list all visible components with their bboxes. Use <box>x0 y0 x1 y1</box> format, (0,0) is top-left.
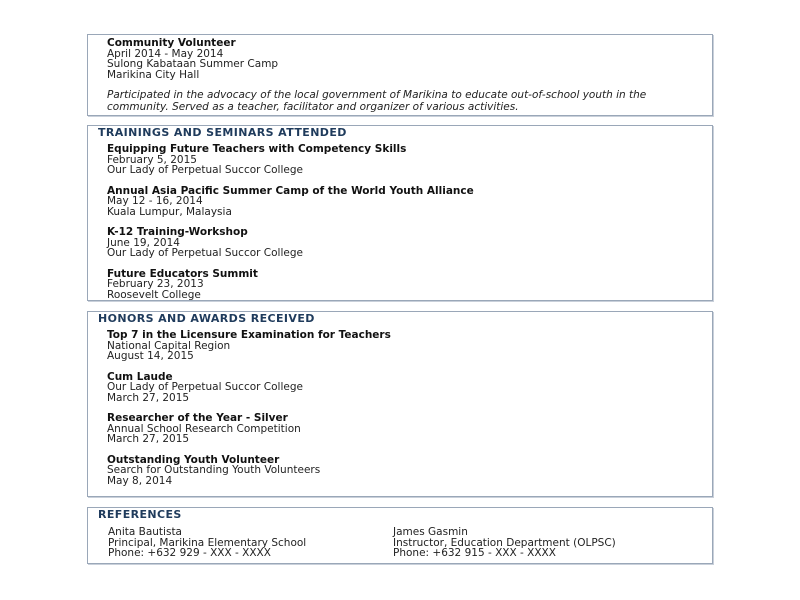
training-date: June 19, 2014 <box>107 236 180 249</box>
honor-detail: National Capital Region <box>107 339 231 352</box>
honors-heading: HONORS AND AWARDS RECEIVED <box>98 312 315 325</box>
honor-title: Outstanding Youth Volunteer <box>107 453 280 466</box>
reference-item <box>393 527 678 559</box>
honors-section <box>87 311 713 497</box>
training-place: Our Lady of Perpetual Succor College <box>107 164 303 176</box>
volunteer-description: Participated in the advocacy of the local government of Marikina to educate out-of-school youth in the community. Served as a teacher, facilitator and organizer of various activities. <box>107 89 647 113</box>
reference-phone: Phone: +632 929 - XXX - XXXX <box>108 547 271 559</box>
honor-title: Researcher of the Year - Silver <box>107 412 288 424</box>
honor-item <box>107 413 702 445</box>
honor-item <box>107 455 702 487</box>
references-section <box>87 507 713 564</box>
volunteer-section <box>87 34 713 116</box>
honor-item <box>107 330 702 362</box>
honor-detail: Annual School Research Competition <box>107 422 301 435</box>
volunteer-dates: April 2014 - May 2014 <box>107 47 224 60</box>
training-item <box>107 269 702 301</box>
honor-date: March 27, 2015 <box>107 433 190 445</box>
trainings-heading: TRAININGS AND SEMINARS ATTENDED <box>98 126 347 139</box>
training-title: Annual Asia Pacific Summer Camp of the World Youth Alliance <box>107 184 474 197</box>
training-date: February 23, 2013 <box>107 278 204 290</box>
references-heading: REFERENCES <box>98 508 182 521</box>
honor-title: Top 7 in the Licensure Examination for Teachers <box>107 329 391 341</box>
training-title: Equipping Future Teachers with Competency Skills <box>107 143 407 155</box>
honor-detail: Our Lady of Perpetual Succor College <box>107 381 303 393</box>
training-date: May 12 - 16, 2014 <box>107 195 203 207</box>
training-title: K-12 Training-Workshop <box>107 226 248 238</box>
volunteer-title: Community Volunteer <box>107 37 236 49</box>
volunteer-org: Sulong Kabataan Summer Camp <box>107 58 279 70</box>
reference-position: Instructor, Education Department (OLPSC) <box>393 536 616 549</box>
training-item <box>107 227 702 259</box>
honor-date: March 27, 2015 <box>107 391 190 404</box>
honor-title: Cum Laude <box>107 370 173 383</box>
training-date: February 5, 2015 <box>107 153 197 166</box>
reference-name: James Gasmin <box>393 526 468 538</box>
training-place: Our Lady of Perpetual Succor College <box>107 247 303 259</box>
training-item <box>107 144 702 176</box>
reference-item <box>108 527 393 559</box>
training-item <box>107 186 702 218</box>
training-place: Roosevelt College <box>107 288 201 301</box>
training-place: Kuala Lumpur, Malaysia <box>107 205 232 218</box>
honor-detail: Search for Outstanding Youth Volunteers <box>107 464 321 476</box>
honor-item <box>107 372 702 404</box>
honor-date: August 14, 2015 <box>107 350 194 362</box>
trainings-section <box>87 125 713 301</box>
reference-phone: Phone: +632 915 - XXX - XXXX <box>393 547 556 559</box>
training-title: Future Educators Summit <box>107 267 258 280</box>
volunteer-place: Marikina City Hall <box>107 68 200 81</box>
honor-date: May 8, 2014 <box>107 474 173 487</box>
reference-name: Anita Bautista <box>108 526 182 538</box>
reference-position: Principal, Marikina Elementary School <box>108 536 307 549</box>
